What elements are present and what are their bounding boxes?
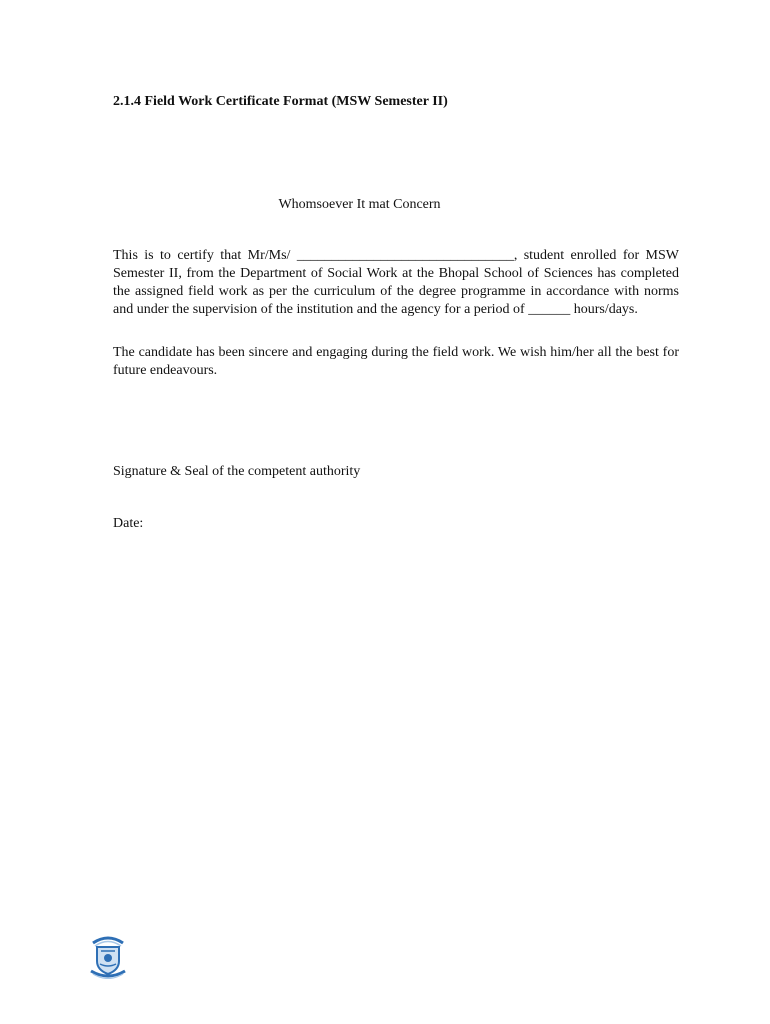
- page-title: 2.1.4 Field Work Certificate Format (MSW Semester II): [113, 94, 448, 109]
- certificate-body-paragraph: This is to certify that Mr/Ms/ _______________________________, student enrolled for MSW Semester II, from the Department of Social Work at the Bhopal School of Sciences has completed the assigned field work as per the curriculum of the degree programme in accordance with norms and under the supervision of the institution and the agency for a period of ______ hours/days.: [113, 248, 679, 317]
- college-emblem-icon: [87, 933, 129, 979]
- closing-paragraph: The candidate has been sincere and engaging during the field work. We wish him/her all the best for future endeavours.: [113, 345, 679, 378]
- date-label: Date:: [113, 516, 144, 531]
- salutation: Whomsoever It mat Concern: [278, 197, 441, 212]
- signature-label: Signature & Seal of the competent authority: [113, 464, 361, 479]
